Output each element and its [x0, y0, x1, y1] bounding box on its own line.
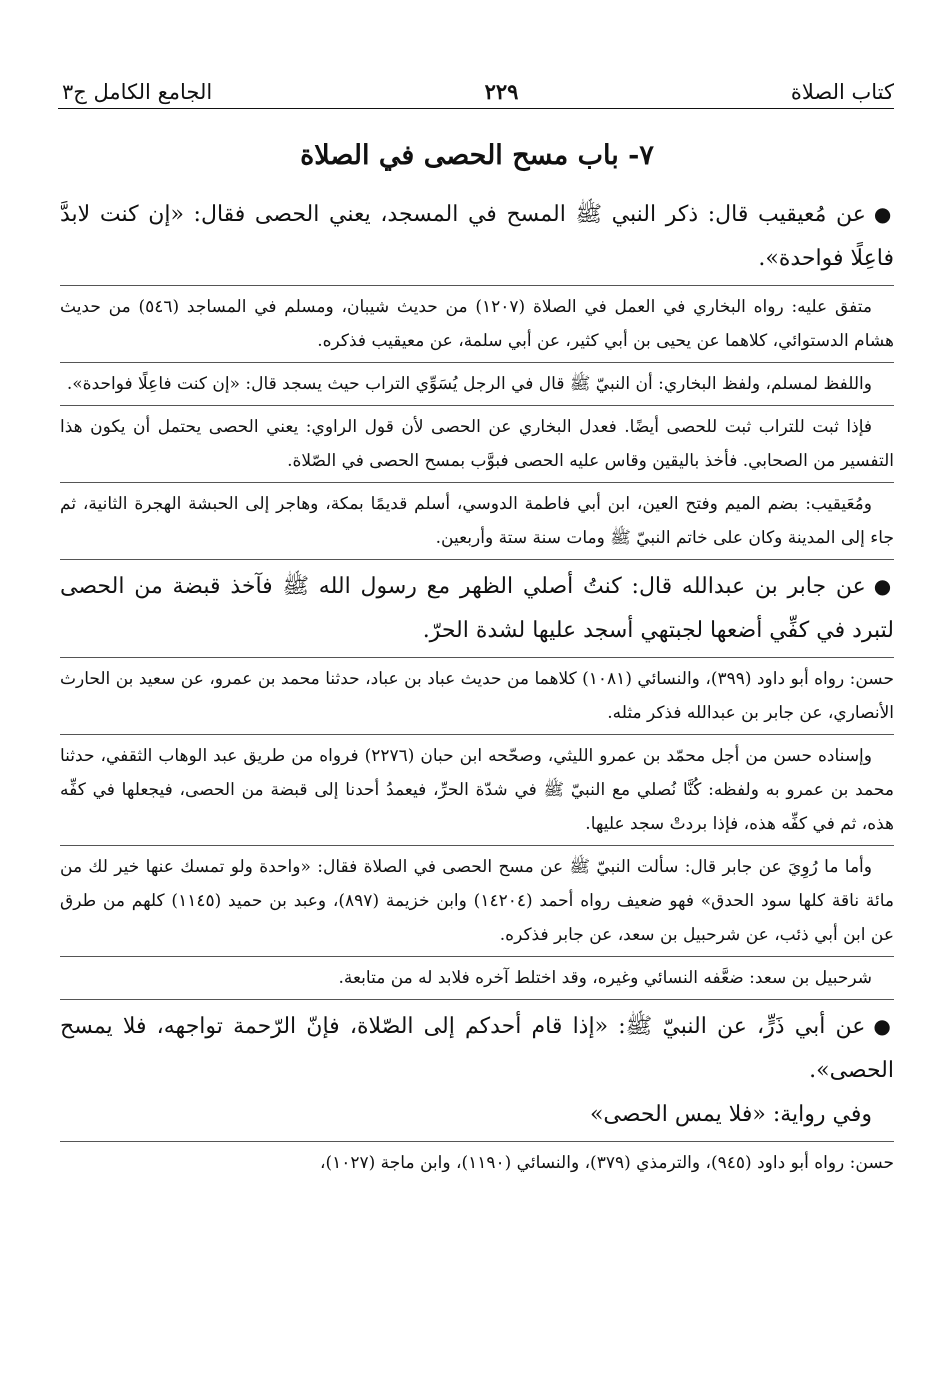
commentary-6: شرحبيل بن سعد: ضعَّفه النسائي وغيره، وقد اختلط آخره فلابد له من متابعة.: [338, 968, 872, 988]
commentary-3: ومُعَيقيب: بضم الميم وفتح العين، ابن أبي فاطمة الدوسي، أسلم قديمًا بمكة، وهاجر إلى الحبشة الهجرة الثانية، ثم جاء إلى المدينة وكان على خاتم النبيّ ﷺ ومات سنة ستة وأربعين.: [60, 494, 894, 548]
divider: [60, 362, 894, 363]
hadith-3-variant: وفي رواية: «فلا يمس الحصى»: [589, 1102, 872, 1127]
divider: [60, 999, 894, 1000]
hadith-2-text: عن جابر بن عبدالله قال: كنتُ أصلي الظهر مع رسول الله ﷺ فآخذ قبضة من الحصى لتبرد في كفِّي أضعها لجبتهي أسجد عليها لشدة الحرّ.: [60, 574, 894, 643]
divider: [60, 285, 894, 286]
header-divider: [58, 108, 894, 109]
hadith-3-text: عن أبي ذَرٍّ، عن النبيّ ﷺ: «إذا قام أحدكم إلى الصّلاة، فإنّ الرّحمة تواجهه، فلا يمسح الحصى».: [60, 1014, 894, 1083]
page-header: [62, 62, 894, 104]
header-collection-title: الجامع الكامل ج٣: [62, 80, 213, 104]
document-body: [60, 192, 894, 1180]
divider: [60, 657, 894, 658]
takhrij-1: متفق عليه: رواه البخاري في العمل في الصلاة (١٢٠٧) من حديث شيبان، ومسلم في المساجد (٥٤٦) من حديث هشام الدستوائي، كلاهما عن يحيى بن أبي كثير، عن أبي سلمة، عن معيقيب فذكره.: [60, 297, 894, 351]
divider: [60, 956, 894, 957]
takhrij-3: حسن: رواه أبو داود (٩٤٥)، والترمذي (٣٧٩)، والنسائي (١١٩٠)، وابن ماجة (١٠٢٧)،: [319, 1153, 894, 1173]
commentary-4: وإسناده حسن من أجل محمّد بن عمرو الليثي، وصحّحه ابن حبان (٢٢٧٦) فرواه من طريق عبد الوهاب الثقفي، حدثنا محمد بن عمرو به ولفظه: كُنَّا نُصلي مع النبيّ ﷺ في شدّة الحرِّ، فيعمدُ أحدنا إلى قبضة من الحصى، فيجعلها في كفِّه هذه، ثم في كفِّه هذه، فإذا بردتْ سجد عليها.: [60, 746, 894, 834]
hadith-1-text: عن مُعيقيب قال: ذكر النبي ﷺ المسح في المسجد، يعني الحصى فقال: «إن كنت لابدَّ فاعِلًا فواحدة».: [60, 202, 894, 271]
hadith-3: [60, 1004, 894, 1093]
takhrij-2: حسن: رواه أبو داود (٣٩٩)، والنسائي (١٠٨١) كلاهما من حديث عباد بن عباد، حدثنا محمد بن عمرو، عن سعيد بن الحارث الأنصاري، عن جابر بن عبدالله فذكر مثله.: [60, 669, 894, 723]
commentary-5: وأما ما رُوِيَ عن جابر قال: سألت النبيّ ﷺ عن مسح الحصى في الصلاة فقال: «واحدة ولو تمسك عنها خير لك من مائة ناقة كلها سود الحدق» فهو ضعيف رواه أحمد (١٤٢٠٤) وابن خزيمة (٨٩٧)، وعبد بن حميد (١١٤٥) كلهم من طرق عن ابن أبي ذئب، عن شرحبيل بن سعد، عن جابر فذكره.: [60, 857, 894, 945]
chapter-heading: ٧- باب مسح الحصى في الصلاة: [300, 140, 654, 171]
divider: [60, 405, 894, 406]
hadith-2: [60, 564, 894, 653]
divider: [60, 845, 894, 846]
hadith-1: [60, 192, 894, 281]
hadith-bullet: ●: [873, 202, 894, 226]
divider: [60, 734, 894, 735]
divider: [60, 482, 894, 483]
divider: [60, 559, 894, 560]
hadith-bullet: ●: [873, 574, 894, 598]
header-book-title: كتاب الصلاة: [790, 80, 894, 104]
divider: [60, 1141, 894, 1142]
commentary-2: فإذا ثبت للتراب ثبت للحصى أيضًا. فعدل البخاري عن الحصى لأن قول الراوي: يعني الحصى يحتمل أن يكون هذا التفسير من الصحابي. فأخذ باليقين وقاس عليه الحصى فبوَّب بمسح الحصى في الصّلاة.: [60, 417, 894, 471]
commentary-1: واللفظ لمسلم، ولفظ البخاري: أن النبيّ ﷺ قال في الرجل يُسَوِّي التراب حيث يسجد قال: «إن كنت فاعِلًا فواحدة».: [66, 374, 872, 394]
page-number: ٢٢٩: [484, 79, 519, 104]
hadith-bullet: ●: [873, 1014, 894, 1038]
